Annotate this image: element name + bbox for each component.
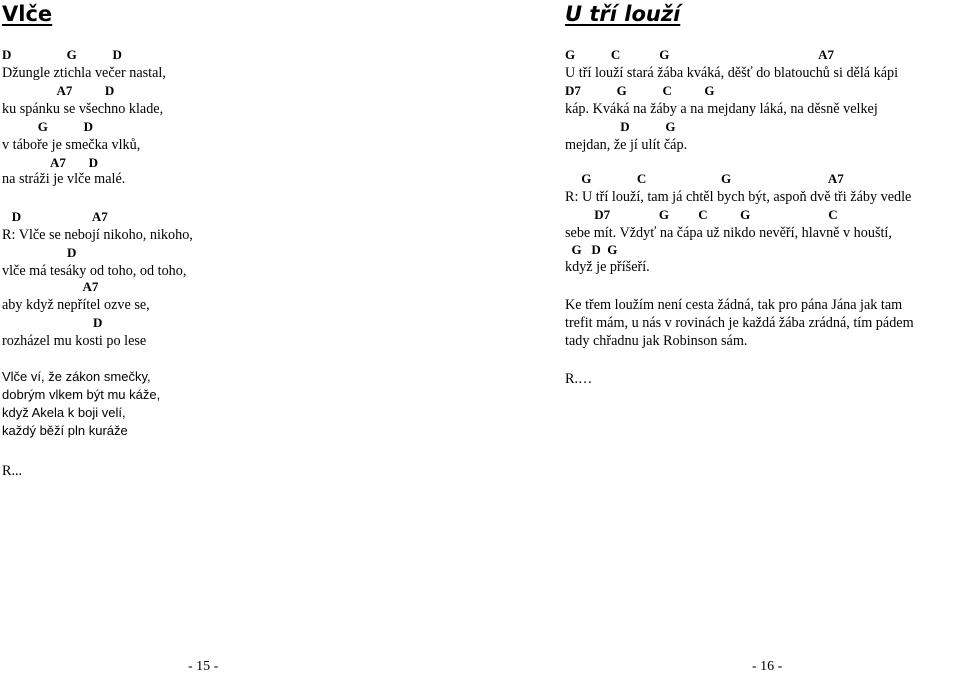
lyric-line: sebe mít. Vždyť na čápa už nikdo nevěří, hlavně v houští, [565,225,892,241]
song-title-u-tri-louzi: U tří louží [565,2,681,26]
chord-line: D [2,245,77,260]
page-number: - 15 - [188,659,219,674]
lyric-line: aby když nepřítel ozve se, [2,297,150,313]
verse-line: když Akela k boji velí, [2,405,126,420]
chord-line: D G [565,119,676,134]
lyric-line: káp. Kváká na žáby a na mejdany láká, na děsně velkej [565,101,878,117]
left-page [0,0,480,673]
lyric-line: R: Vlče se nebojí nikoho, nikoho, [2,227,193,243]
verse-line: tady chřadnu jak Robinson sám. [565,333,748,349]
lyric-line: v táboře je smečka vlků, [2,137,141,153]
chord-line: D7 G C G C [565,207,838,222]
chord-line: G D [2,119,93,134]
chord-line: G D G [565,242,618,257]
chord-line: G C G A7 [565,171,844,186]
lyric-line: ku spánku se všechno klade, [2,101,164,117]
chord-line: D [2,315,103,330]
refrain-mark: R... [2,463,23,479]
refrain-mark: R.… [565,371,593,387]
verse-line: dobrým vlkem být mu káže, [2,387,161,402]
chord-line: A7 D [2,155,99,170]
verse-line: trefit mám, u nás v rovinách je každá žába zrádná, tím pádem [565,315,914,331]
right-page [565,0,960,673]
lyric-line: U tří louží stará žába kváká, děšť do blatouchů si dělá kápi [565,65,899,81]
lyric-line: R: U tří louží, tam já chtěl bych být, aspoň dvě tři žáby vedle [565,189,912,205]
chord-line: D7 G C G [565,83,715,98]
page-number: - 16 - [752,659,783,674]
lyric-line: Džungle ztichla večer nastal, [2,65,166,81]
chord-line: A7 [2,279,99,294]
chord-line: G C G A7 [565,47,835,62]
chord-line: A7 D [2,83,115,98]
chord-line: D A7 [2,209,108,224]
verse-line: každý běží pln kuráže [2,423,128,438]
chord-line: D G D [2,47,122,62]
lyric-line: vlče má tesáky od toho, od toho, [2,263,187,279]
verse-line: Ke třem loužím není cesta žádná, tak pro pána Jána jak tam [565,297,903,313]
lyric-line: na stráži je vlče malé. [2,171,126,187]
lyric-line: mejdan, že jí ulít čáp. [565,137,688,153]
verse-line: Vlče ví, že zákon smečky, [2,369,151,384]
lyric-line: když je příšeří. [565,259,650,275]
lyric-line: rozházel mu kosti po lese [2,333,147,349]
song-title-vlce: Vlče [2,2,53,26]
